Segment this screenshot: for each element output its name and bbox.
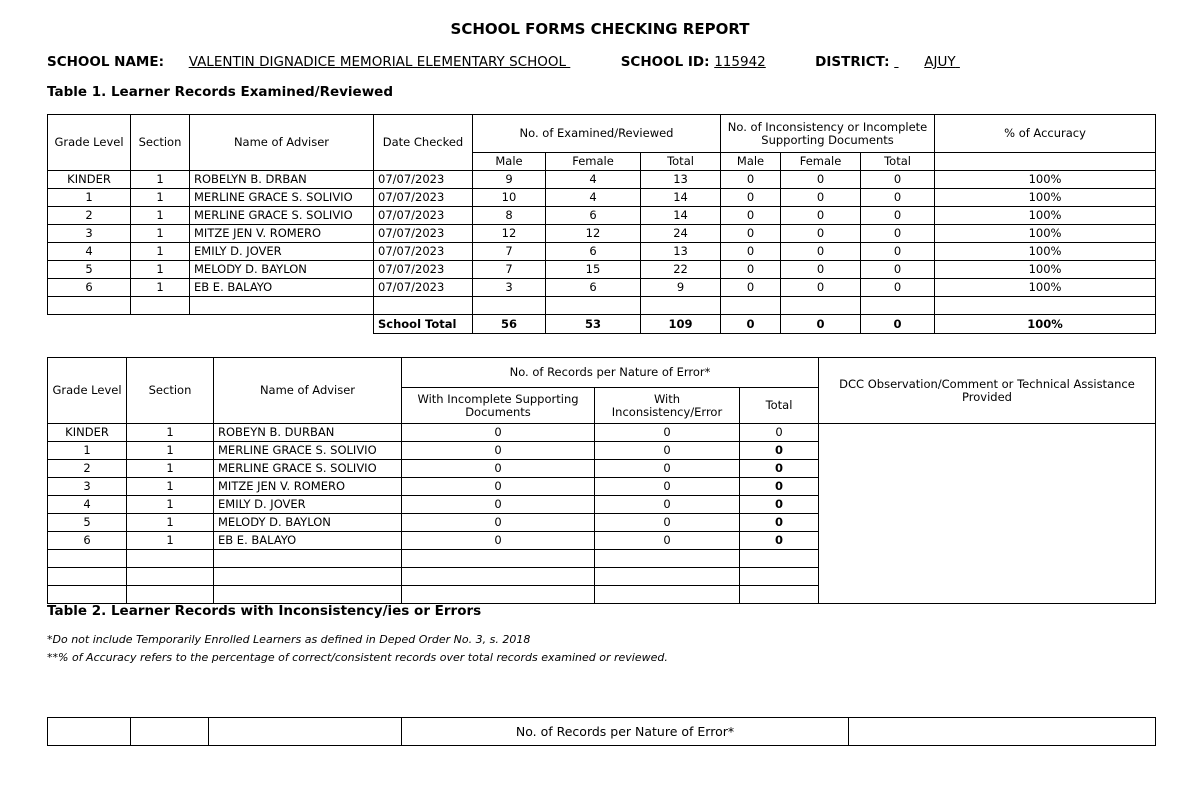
t1-section-cell: 1 — [131, 225, 190, 243]
t1-accuracy-cell: 100% — [935, 207, 1156, 225]
t1-i-male-cell: 0 — [721, 261, 781, 279]
t1-date-cell: 07/07/2023 — [374, 189, 473, 207]
school-name-value: VALENTIN DIGNADICE MEMORIAL ELEMENTARY SCHOOL — [188, 54, 566, 70]
table-row — [48, 279, 1156, 297]
t1-female-cell: 15 — [546, 261, 641, 279]
t2-observation-cell — [819, 424, 1156, 604]
t1-accuracy-cell: 100% — [935, 189, 1156, 207]
table-row — [48, 171, 1156, 189]
t1-i-female-cell: 0 — [781, 189, 861, 207]
table-row — [48, 189, 1156, 207]
t1-i-total-cell: 0 — [861, 279, 935, 297]
learner-records-table — [47, 114, 1156, 334]
t1-section-cell: 1 — [131, 243, 190, 261]
t2-total-cell: 0 — [740, 532, 819, 550]
t1-i-female-cell: 0 — [781, 261, 861, 279]
t2-adviser-cell: MERLINE GRACE S. SOLIVIO — [214, 460, 402, 478]
t2-grade-cell: 2 — [48, 460, 127, 478]
t1-subheader-i-female: Female — [781, 153, 861, 171]
t2-header-observation: DCC Observation/Comment or Technical Assistance Provided — [819, 358, 1156, 424]
t2-incomplete-cell: 0 — [402, 496, 595, 514]
t2-total-cell: 0 — [740, 460, 819, 478]
footnote-1: *Do not include Temporarily Enrolled Learners as defined in Deped Order No. 3, s. 2018 — [47, 633, 531, 646]
t2-adviser-cell: MELODY D. BAYLON — [214, 514, 402, 532]
t2-section-cell: 1 — [127, 478, 214, 496]
t2-subheader-inconsistency: With Inconsistency/Error — [595, 388, 740, 424]
t1-i-female-cell: 0 — [781, 243, 861, 261]
t1-subheader-empty — [935, 153, 1156, 171]
report-title: SCHOOL FORMS CHECKING REPORT — [450, 20, 750, 38]
t1-male-cell: 7 — [473, 243, 546, 261]
t1-adviser-cell: MERLINE GRACE S. SOLIVIO — [190, 189, 374, 207]
t1-total-i-total: 0 — [861, 315, 935, 334]
school-name-label: SCHOOL NAME: — [47, 54, 164, 70]
t1-date-cell: 07/07/2023 — [374, 207, 473, 225]
t1-total-total: 109 — [641, 315, 721, 334]
t2-inconsistency-cell: 0 — [595, 442, 740, 460]
t2-header-adviser: Name of Adviser — [214, 358, 402, 424]
school-id-value: 115942 — [714, 54, 766, 70]
t2-section-cell: 1 — [127, 514, 214, 532]
t1-total-row — [48, 315, 1156, 334]
t1-date-cell: 07/07/2023 — [374, 243, 473, 261]
t1-adviser-cell: MITZE JEN V. ROMERO — [190, 225, 374, 243]
t1-i-female-cell: 0 — [781, 279, 861, 297]
t2-section-cell: 1 — [127, 460, 214, 478]
t2-incomplete-cell: 0 — [402, 478, 595, 496]
t2-incomplete-cell: 0 — [402, 442, 595, 460]
t2-inconsistency-cell: 0 — [595, 460, 740, 478]
t2-inconsistency-cell: 0 — [595, 514, 740, 532]
t2-incomplete-cell: 0 — [402, 532, 595, 550]
t2-grade-cell: 6 — [48, 532, 127, 550]
t1-section-cell: 1 — [131, 171, 190, 189]
t1-female-cell: 6 — [546, 279, 641, 297]
t1-female-cell: 12 — [546, 225, 641, 243]
t2-adviser-cell: MITZE JEN V. ROMERO — [214, 478, 402, 496]
t3-header-nature: No. of Records per Nature of Error* — [402, 718, 849, 746]
footnote-2: **% of Accuracy refers to the percentage of correct/consistent records over total records examined or reviewed. — [47, 651, 668, 664]
t2-grade-cell: 1 — [48, 442, 127, 460]
t2-header-section: Section — [127, 358, 214, 424]
table-row — [48, 225, 1156, 243]
t2-subheader-incomplete: With Incomplete Supporting Documents — [402, 388, 595, 424]
t1-i-male-cell: 0 — [721, 171, 781, 189]
t1-total-cell: 14 — [641, 189, 721, 207]
table-row — [48, 424, 1156, 442]
t1-header-section: Section — [131, 115, 190, 171]
t1-total-female: 53 — [546, 315, 641, 334]
t1-grade-cell: KINDER — [48, 171, 131, 189]
t1-i-total-cell: 0 — [861, 243, 935, 261]
t2-inconsistency-cell: 0 — [595, 496, 740, 514]
t1-i-male-cell: 0 — [721, 225, 781, 243]
t2-incomplete-cell: 0 — [402, 514, 595, 532]
t1-total-cell: 24 — [641, 225, 721, 243]
t1-total-i-female: 0 — [781, 315, 861, 334]
t2-incomplete-cell: 0 — [402, 424, 595, 442]
t2-subheader-total: Total — [740, 388, 819, 424]
school-info-line — [47, 54, 1157, 70]
t2-header-nature: No. of Records per Nature of Error* — [402, 358, 819, 388]
nature-of-error-table — [47, 717, 1156, 746]
t2-grade-cell: 3 — [48, 478, 127, 496]
t2-adviser-cell: EB E. BALAYO — [214, 532, 402, 550]
t1-total-cell: 9 — [641, 279, 721, 297]
t1-total-male: 56 — [473, 315, 546, 334]
t1-adviser-cell: EB E. BALAYO — [190, 279, 374, 297]
t1-total-label: School Total — [374, 315, 473, 334]
school-id-label: SCHOOL ID: — [620, 54, 710, 70]
t2-incomplete-cell: 0 — [402, 460, 595, 478]
t1-i-total-cell: 0 — [861, 171, 935, 189]
t2-section-cell: 1 — [127, 532, 214, 550]
t1-date-cell: 07/07/2023 — [374, 279, 473, 297]
t1-grade-cell: 3 — [48, 225, 131, 243]
t2-inconsistency-cell: 0 — [595, 424, 740, 442]
t1-i-female-cell: 0 — [781, 225, 861, 243]
t2-total-cell: 0 — [740, 478, 819, 496]
t1-grade-cell: 6 — [48, 279, 131, 297]
t1-male-cell: 10 — [473, 189, 546, 207]
table-row — [48, 718, 1156, 746]
t1-i-male-cell: 0 — [721, 189, 781, 207]
t1-adviser-cell: ROBELYN B. DRBAN — [190, 171, 374, 189]
t1-grade-cell: 5 — [48, 261, 131, 279]
t1-accuracy-cell: 100% — [935, 171, 1156, 189]
t1-section-cell: 1 — [131, 261, 190, 279]
t2-grade-cell: KINDER — [48, 424, 127, 442]
t2-total-cell: 0 — [740, 442, 819, 460]
t1-i-total-cell: 0 — [861, 207, 935, 225]
t1-total-cell: 22 — [641, 261, 721, 279]
t1-subheader-total: Total — [641, 153, 721, 171]
t1-header-examined: No. of Examined/Reviewed — [473, 115, 721, 153]
table-row — [48, 261, 1156, 279]
district-value: AJUY — [924, 54, 956, 70]
t1-subheader-male: Male — [473, 153, 546, 171]
t2-header-grade: Grade Level — [48, 358, 127, 424]
t1-header-grade: Grade Level — [48, 115, 131, 171]
t1-female-cell: 4 — [546, 171, 641, 189]
table1-caption: Table 1. Learner Records Examined/Reviewed — [47, 84, 394, 100]
t2-total-cell: 0 — [740, 496, 819, 514]
t2-grade-cell: 5 — [48, 514, 127, 532]
t1-total-i-male: 0 — [721, 315, 781, 334]
t1-female-cell: 4 — [546, 189, 641, 207]
t2-section-cell: 1 — [127, 496, 214, 514]
t1-subheader-female: Female — [546, 153, 641, 171]
t1-male-cell: 12 — [473, 225, 546, 243]
t1-male-cell: 8 — [473, 207, 546, 225]
t1-i-total-cell: 0 — [861, 225, 935, 243]
t1-i-female-cell: 0 — [781, 207, 861, 225]
t1-section-cell: 1 — [131, 279, 190, 297]
t1-header-date: Date Checked — [374, 115, 473, 171]
t2-grade-cell: 4 — [48, 496, 127, 514]
table2-caption: Table 2. Learner Records with Inconsistency/ies or Errors — [47, 603, 482, 619]
t1-section-cell: 1 — [131, 189, 190, 207]
t1-section-cell: 1 — [131, 207, 190, 225]
t1-female-cell: 6 — [546, 243, 641, 261]
t1-male-cell: 7 — [473, 261, 546, 279]
t2-header-row — [48, 358, 1156, 388]
t1-header-accuracy: % of Accuracy — [935, 115, 1156, 153]
t1-total-accuracy: 100% — [935, 315, 1156, 334]
district-label: DISTRICT: — [815, 54, 890, 70]
t1-accuracy-cell: 100% — [935, 261, 1156, 279]
t1-accuracy-cell: 100% — [935, 225, 1156, 243]
t1-accuracy-cell: 100% — [935, 279, 1156, 297]
t1-i-male-cell: 0 — [721, 243, 781, 261]
t1-total-cell: 14 — [641, 207, 721, 225]
t1-i-total-cell: 0 — [861, 261, 935, 279]
t1-adviser-cell: MELODY D. BAYLON — [190, 261, 374, 279]
t1-adviser-cell: MERLINE GRACE S. SOLIVIO — [190, 207, 374, 225]
t1-female-cell: 6 — [546, 207, 641, 225]
t1-date-cell: 07/07/2023 — [374, 171, 473, 189]
t2-inconsistency-cell: 0 — [595, 478, 740, 496]
t1-i-female-cell: 0 — [781, 171, 861, 189]
t2-adviser-cell: MERLINE GRACE S. SOLIVIO — [214, 442, 402, 460]
table-row-empty — [48, 297, 1156, 315]
t1-subheader-i-male: Male — [721, 153, 781, 171]
t2-section-cell: 1 — [127, 424, 214, 442]
t1-date-cell: 07/07/2023 — [374, 225, 473, 243]
t2-inconsistency-cell: 0 — [595, 532, 740, 550]
t1-header-inconsistency: No. of Inconsistency or Incomplete Supporting Documents — [721, 115, 935, 153]
t2-total-cell: 0 — [740, 424, 819, 442]
t1-grade-cell: 2 — [48, 207, 131, 225]
t2-adviser-cell: EMILY D. JOVER — [214, 496, 402, 514]
t1-subheader-i-total: Total — [861, 153, 935, 171]
t1-i-total-cell: 0 — [861, 189, 935, 207]
t1-total-cell: 13 — [641, 171, 721, 189]
table-row — [48, 243, 1156, 261]
t2-total-cell: 0 — [740, 514, 819, 532]
t1-adviser-cell: EMILY D. JOVER — [190, 243, 374, 261]
t2-adviser-cell: ROBEYN B. DURBAN — [214, 424, 402, 442]
t1-header-row — [48, 115, 1156, 153]
table-row — [48, 207, 1156, 225]
t1-i-male-cell: 0 — [721, 207, 781, 225]
t1-header-adviser: Name of Adviser — [190, 115, 374, 171]
t1-i-male-cell: 0 — [721, 279, 781, 297]
t1-total-cell: 13 — [641, 243, 721, 261]
inconsistency-records-table — [47, 357, 1156, 604]
t1-accuracy-cell: 100% — [935, 243, 1156, 261]
t1-grade-cell: 1 — [48, 189, 131, 207]
t2-section-cell: 1 — [127, 442, 214, 460]
t1-male-cell: 9 — [473, 171, 546, 189]
t1-male-cell: 3 — [473, 279, 546, 297]
t1-date-cell: 07/07/2023 — [374, 261, 473, 279]
t1-grade-cell: 4 — [48, 243, 131, 261]
